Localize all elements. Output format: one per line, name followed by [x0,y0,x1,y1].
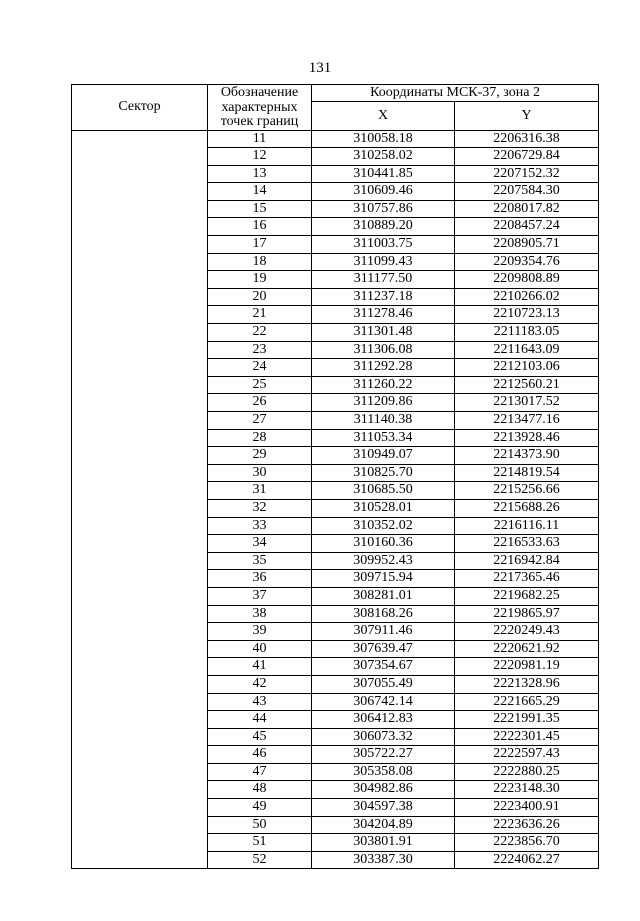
y-cell: 2210266.02 [455,288,599,306]
y-cell: 2206729.84 [455,148,599,166]
x-cell: 308281.01 [312,587,455,605]
y-cell: 2212560.21 [455,376,599,394]
y-cell: 2209354.76 [455,253,599,271]
x-cell: 306412.83 [312,711,455,729]
x-cell: 310609.46 [312,183,455,201]
y-cell: 2216533.63 [455,535,599,553]
point-cell: 42 [208,675,312,693]
point-cell: 23 [208,341,312,359]
point-cell: 14 [208,183,312,201]
x-cell: 306742.14 [312,693,455,711]
y-cell: 2223148.30 [455,781,599,799]
y-cell: 2214373.90 [455,447,599,465]
x-cell: 310258.02 [312,148,455,166]
point-cell: 11 [208,130,312,148]
coordinates-table [71,84,599,869]
y-cell: 2213928.46 [455,429,599,447]
x-cell: 311292.28 [312,359,455,377]
point-cell: 31 [208,482,312,500]
point-cell: 45 [208,728,312,746]
header-coordinates-group: Координаты МСК-37, зона 2 [312,85,599,102]
page-number: 131 [308,60,332,76]
x-cell: 310825.70 [312,464,455,482]
y-cell: 2222597.43 [455,746,599,764]
y-cell: 2220621.92 [455,640,599,658]
x-cell: 305722.27 [312,746,455,764]
point-cell: 36 [208,570,312,588]
x-cell: 303387.30 [312,851,455,869]
y-cell: 2219865.97 [455,605,599,623]
y-cell: 2213477.16 [455,412,599,430]
y-cell: 2206316.38 [455,130,599,148]
y-cell: 2221328.96 [455,675,599,693]
y-cell: 2224062.27 [455,851,599,869]
x-cell: 307639.47 [312,640,455,658]
y-cell: 2209808.89 [455,271,599,289]
point-cell: 22 [208,324,312,342]
y-cell: 2207584.30 [455,183,599,201]
point-cell: 39 [208,623,312,641]
y-cell: 2220981.19 [455,658,599,676]
x-cell: 311306.08 [312,341,455,359]
y-cell: 2213017.52 [455,394,599,412]
x-cell: 309715.94 [312,570,455,588]
table-row [72,130,599,148]
point-cell: 28 [208,429,312,447]
y-cell: 2207152.32 [455,165,599,183]
y-cell: 2219682.25 [455,587,599,605]
point-cell: 33 [208,517,312,535]
x-cell: 311209.86 [312,394,455,412]
y-cell: 2215688.26 [455,499,599,517]
y-cell: 2215256.66 [455,482,599,500]
y-cell: 2208457.24 [455,218,599,236]
sector-cell [72,130,208,869]
header-x: X [312,102,455,130]
point-cell: 19 [208,271,312,289]
y-cell: 2221665.29 [455,693,599,711]
point-cell: 15 [208,200,312,218]
point-cell: 24 [208,359,312,377]
point-cell: 51 [208,834,312,852]
table-header [72,85,599,131]
y-cell: 2212103.06 [455,359,599,377]
y-cell: 2210723.13 [455,306,599,324]
x-cell: 311053.34 [312,429,455,447]
point-cell: 20 [208,288,312,306]
point-cell: 21 [208,306,312,324]
point-cell: 46 [208,746,312,764]
x-cell: 306073.32 [312,728,455,746]
x-cell: 307911.46 [312,623,455,641]
y-cell: 2216942.84 [455,552,599,570]
x-cell: 308168.26 [312,605,455,623]
point-cell: 48 [208,781,312,799]
y-cell: 2220249.43 [455,623,599,641]
x-cell: 311237.18 [312,288,455,306]
x-cell: 311177.50 [312,271,455,289]
x-cell: 304204.89 [312,816,455,834]
point-cell: 34 [208,535,312,553]
y-cell: 2208017.82 [455,200,599,218]
point-cell: 37 [208,587,312,605]
y-cell: 2223856.70 [455,834,599,852]
x-cell: 311301.48 [312,324,455,342]
x-cell: 310685.50 [312,482,455,500]
x-cell: 310058.18 [312,130,455,148]
table-body [72,130,599,869]
point-cell: 16 [208,218,312,236]
x-cell: 310889.20 [312,218,455,236]
x-cell: 311099.43 [312,253,455,271]
x-cell: 310352.02 [312,517,455,535]
y-cell: 2214819.54 [455,464,599,482]
point-cell: 35 [208,552,312,570]
x-cell: 303801.91 [312,834,455,852]
point-cell: 13 [208,165,312,183]
point-cell: 41 [208,658,312,676]
y-cell: 2222880.25 [455,763,599,781]
x-cell: 310949.07 [312,447,455,465]
x-cell: 310441.85 [312,165,455,183]
y-cell: 2217365.46 [455,570,599,588]
x-cell: 304982.86 [312,781,455,799]
point-cell: 50 [208,816,312,834]
point-cell: 25 [208,376,312,394]
point-cell: 40 [208,640,312,658]
header-point-designation: Обозначение характерных точек границ [208,85,312,131]
x-cell: 311260.22 [312,376,455,394]
y-cell: 2211643.09 [455,341,599,359]
x-cell: 305358.08 [312,763,455,781]
point-cell: 49 [208,799,312,817]
y-cell: 2223636.26 [455,816,599,834]
point-cell: 27 [208,412,312,430]
point-cell: 12 [208,148,312,166]
point-cell: 30 [208,464,312,482]
x-cell: 311003.75 [312,236,455,254]
point-cell: 47 [208,763,312,781]
x-cell: 307055.49 [312,675,455,693]
header-y: Y [455,102,599,130]
x-cell: 309952.43 [312,552,455,570]
x-cell: 311140.38 [312,412,455,430]
header-sector: Сектор [72,85,208,131]
y-cell: 2211183.05 [455,324,599,342]
point-cell: 43 [208,693,312,711]
x-cell: 307354.67 [312,658,455,676]
point-cell: 32 [208,499,312,517]
x-cell: 310160.36 [312,535,455,553]
x-cell: 304597.38 [312,799,455,817]
point-cell: 17 [208,236,312,254]
point-cell: 29 [208,447,312,465]
y-cell: 2223400.91 [455,799,599,817]
point-cell: 44 [208,711,312,729]
y-cell: 2208905.71 [455,236,599,254]
point-cell: 26 [208,394,312,412]
y-cell: 2221991.35 [455,711,599,729]
y-cell: 2222301.45 [455,728,599,746]
point-cell: 38 [208,605,312,623]
point-cell: 18 [208,253,312,271]
y-cell: 2216116.11 [455,517,599,535]
point-cell: 52 [208,851,312,869]
x-cell: 310757.86 [312,200,455,218]
x-cell: 311278.46 [312,306,455,324]
x-cell: 310528.01 [312,499,455,517]
